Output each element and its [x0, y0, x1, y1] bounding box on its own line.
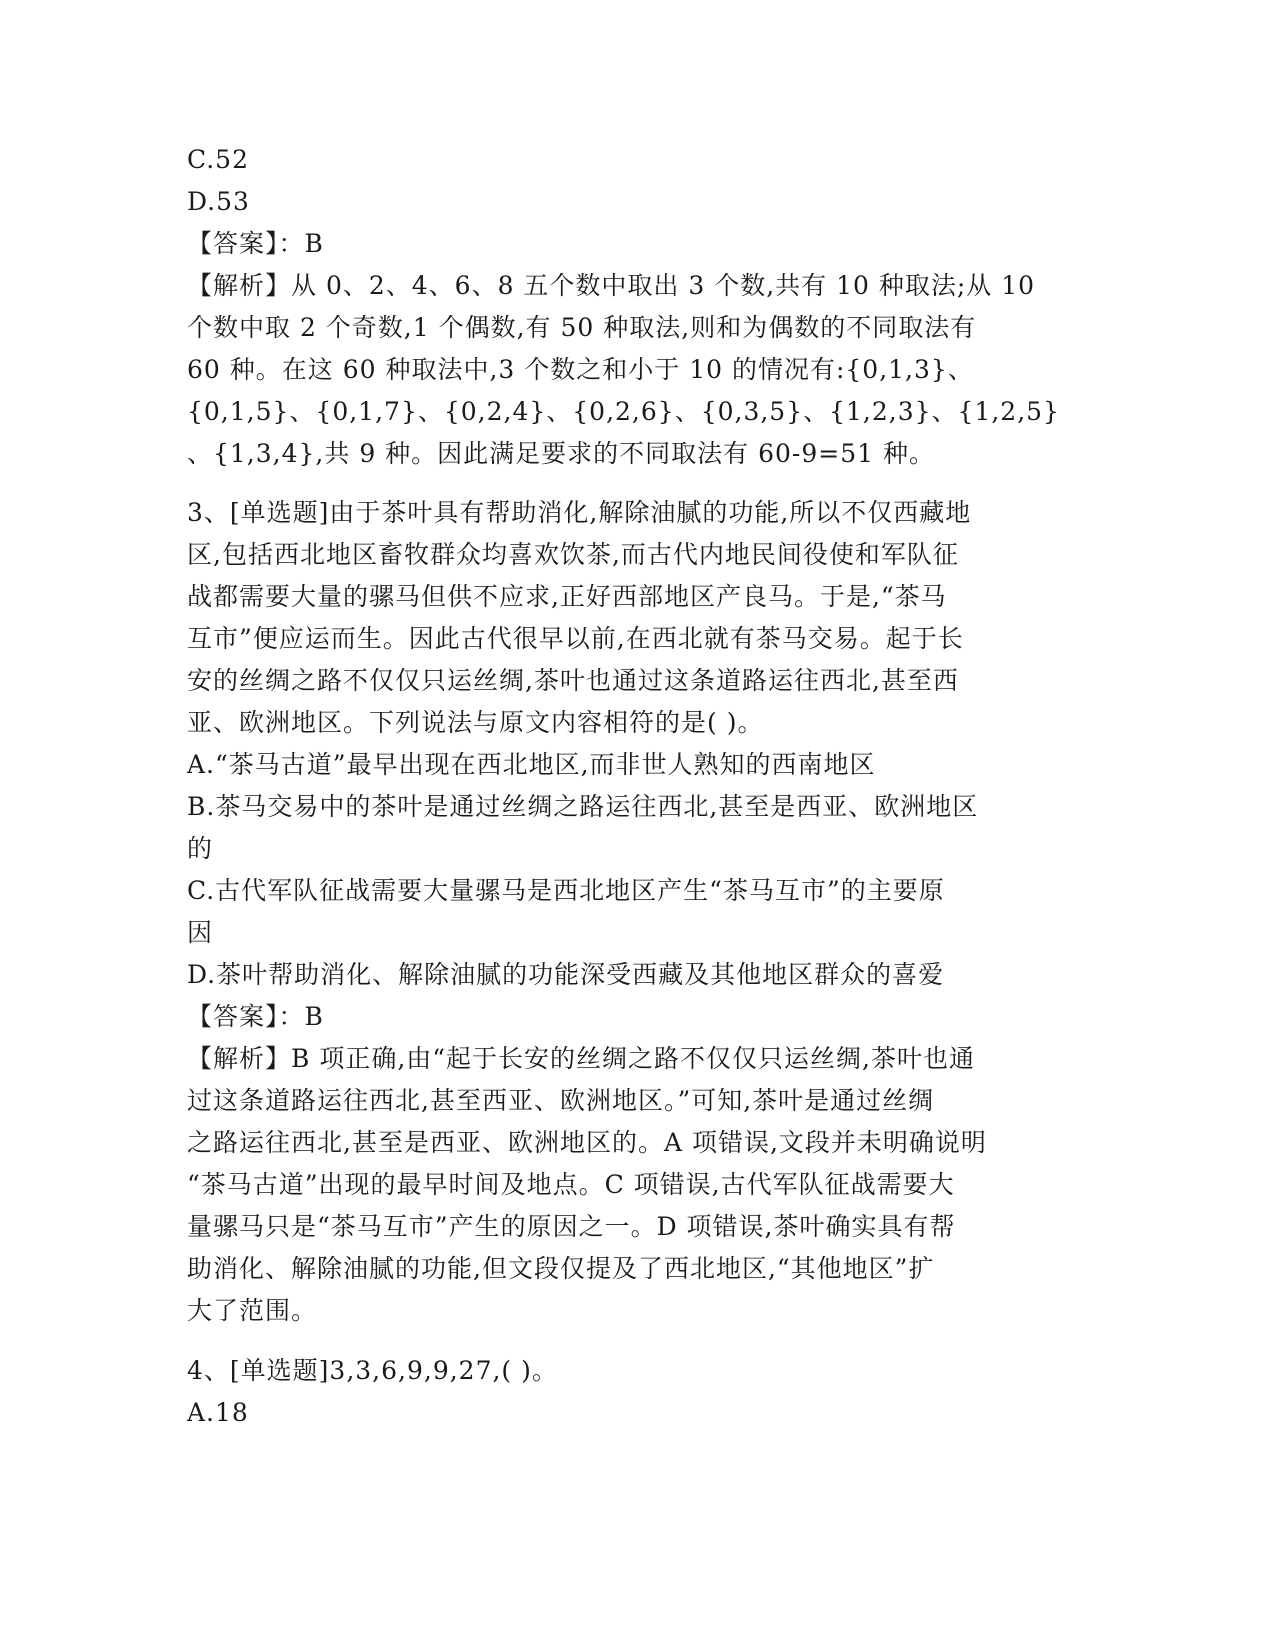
q3-analysis-line: 之路运往西北,甚至是西亚、欧洲地区的。A 项错误,文段并未明确说明 [187, 1128, 987, 1157]
q3-analysis-line: 【解析】B 项正确,由“起于长安的丝绸之路不仅仅只运丝绸,茶叶也通 [187, 1044, 975, 1073]
q3-analysis-line: 量骡马只是“茶马互市”产生的原因之一。D 项错误,茶叶确实具有帮 [187, 1212, 956, 1241]
q4-option-a: A.18 [187, 1398, 249, 1427]
q2-option-c: C.52 [187, 145, 249, 174]
q2-option-d: D.53 [187, 187, 250, 216]
q3-analysis-line: 过这条道路运往西北,甚至西亚、欧洲地区。”可知,茶叶是通过丝绸 [187, 1086, 935, 1115]
q3-stem-line: 3、[单选题]由于茶叶具有帮助消化,解除油腻的功能,所以不仅西藏地 [187, 498, 972, 527]
q3-stem-line: 亚、欧洲地区。下列说法与原文内容相符的是( )。 [187, 708, 764, 737]
q2-analysis-line: {0,1,5}、{0,1,7}、{0,2,4}、{0,2,6}、{0,3,5}、{1,2,3}、{1,2,5} [187, 397, 1060, 426]
q2-analysis-line: 、{1,3,4},共 9 种。因此满足要求的不同取法有 60-9=51 种。 [187, 439, 935, 468]
q3-option-d: D.茶叶帮助消化、解除油腻的功能深受西藏及其他地区群众的喜爱 [187, 960, 945, 989]
q3-analysis-line: “茶马古道”出现的最早时间及地点。C 项错误,古代军队征战需要大 [187, 1170, 955, 1199]
q3-option-a: A.“茶马古道”最早出现在西北地区,而非世人熟知的西南地区 [187, 750, 876, 779]
q3-analysis-line: 大了范围。 [187, 1296, 318, 1325]
q3-stem-line: 区,包括西北地区畜牧群众均喜欢饮茶,而古代内地民间役使和军队征 [187, 540, 959, 569]
q3-option-c: C.古代军队征战需要大量骡马是西北地区产生“茶马互市”的主要原 [187, 876, 945, 905]
q3-option-b: B.茶马交易中的茶叶是通过丝绸之路运往西北,甚至是西亚、欧洲地区 [187, 792, 979, 821]
q2-analysis-line: 60 种。在这 60 种取法中,3 个数之和小于 10 的情况有:{0,1,3}、 [187, 355, 974, 384]
q3-stem-line: 安的丝绸之路不仅仅只运丝绸,茶叶也通过这条道路运往西北,甚至西 [187, 666, 959, 695]
q3-option-b-cont: 的 [187, 834, 214, 863]
q2-analysis-line: 【解析】从 0、2、4、6、8 五个数中取出 3 个数,共有 10 种取法;从 10 [187, 271, 1036, 300]
q3-answer: 【答案】：B [187, 1002, 324, 1031]
q3-stem-line: 战都需要大量的骡马但供不应求,正好西部地区产良马。于是,“茶马 [187, 582, 947, 611]
q2-answer: 【答案】：B [187, 229, 324, 258]
q3-option-c-cont: 因 [187, 918, 214, 947]
q3-stem-line: 互市”便应运而生。因此古代很早以前,在西北就有茶马交易。起于长 [187, 624, 964, 653]
q3-analysis-line: 助消化、解除油腻的功能,但文段仅提及了西北地区,“其他地区”扩 [187, 1254, 935, 1283]
q4-stem: 4、[单选题]3,3,6,9,9,27,( )。 [187, 1356, 558, 1385]
q2-analysis-line: 个数中取 2 个奇数,1 个偶数,有 50 种取法,则和为偶数的不同取法有 [187, 313, 977, 342]
